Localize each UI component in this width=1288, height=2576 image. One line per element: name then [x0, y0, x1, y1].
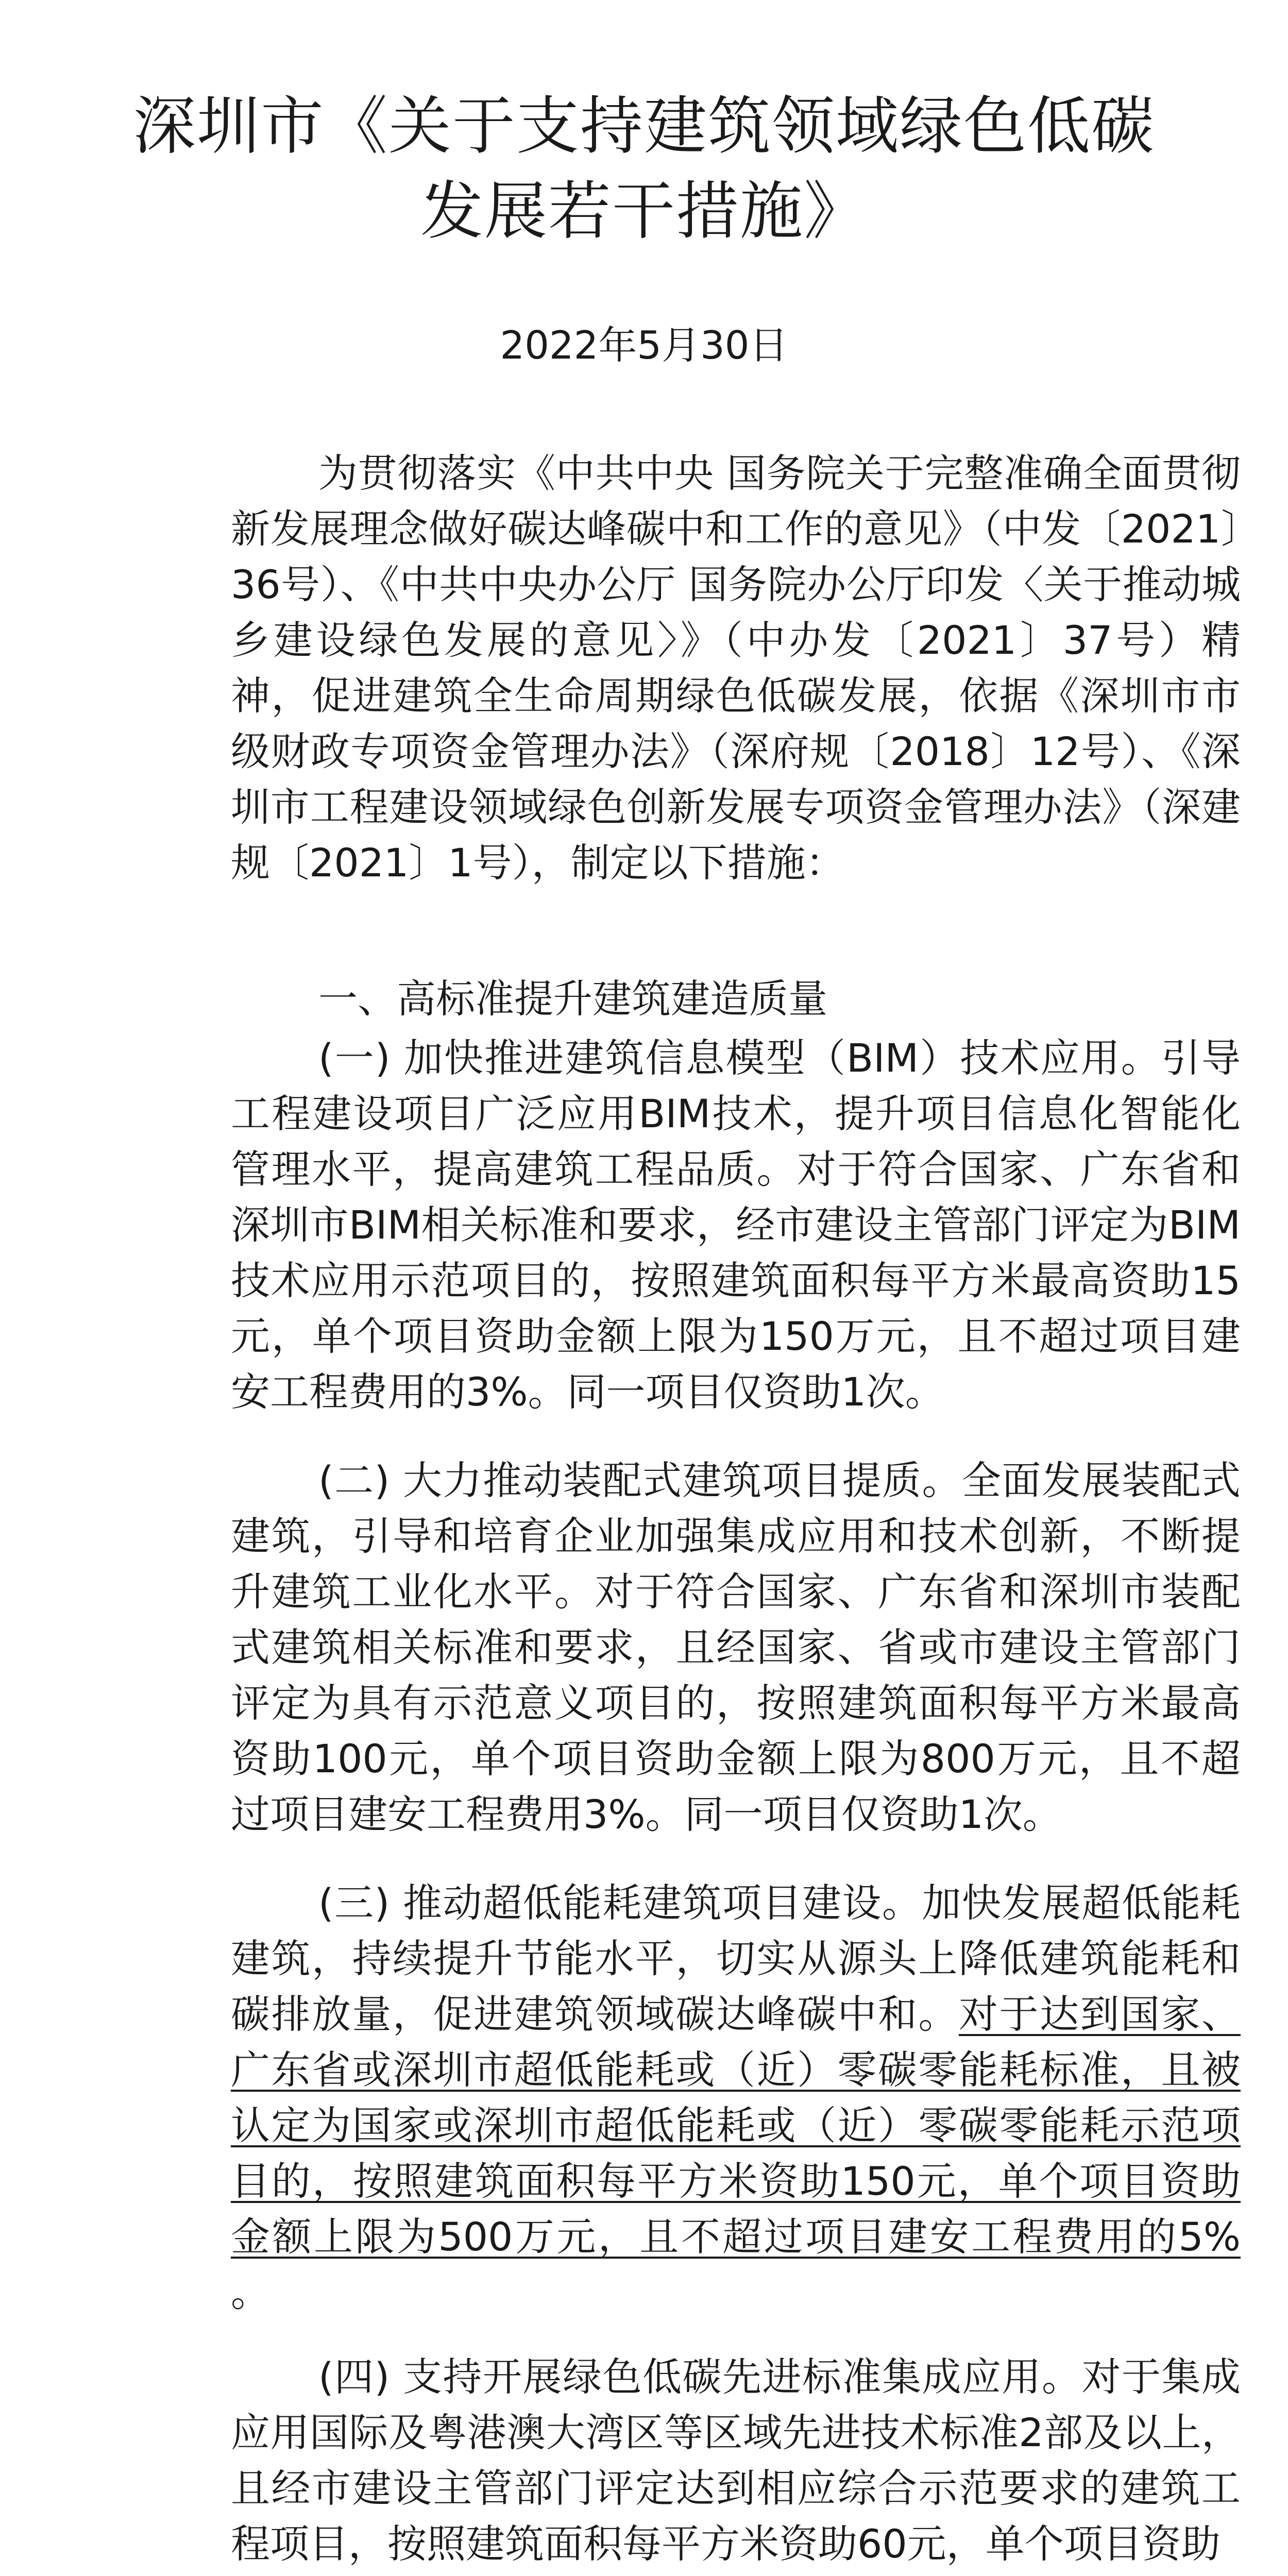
item1-block [231, 1030, 1241, 1420]
intro-paragraph-block [231, 446, 1241, 891]
item4-paragraph: (四) 支持开展绿色低碳先进标准集成应用。对于集成应用国际及粤港澳大湾区等区域先进技术标准2部及以上，且经市建设主管部门评定达到相应综合示范要求的建筑工程项目，按照建筑面积每平方米资助60元，单个项目资助 [231, 2354, 1241, 2567]
document-title-line2: 发展若干措施》 [420, 175, 868, 248]
item2-block [231, 1453, 1241, 1842]
document-date: 2022年5月30日 [500, 323, 788, 368]
item2-paragraph: (二) 大力推动装配式建筑项目提质。全面发展装配式建筑，引导和培育企业加强集成应用和技术创新，不断提升建筑工业化水平。对于符合国家、广东省和深圳市装配式建筑相关标准和要求，且经国家、省或市建设主管部门评定为具有示范意义项目的，按照建筑面积每平方米最高资助100元，单个项目资助金额上限为800万元，且不超过项目建安工程费用3%。同一项目仅资助1次。 [231, 1458, 1241, 1837]
item3-end-text: 。 [231, 2269, 270, 2315]
item1-paragraph: (一) 加快推进建筑信息模型（BIM）技术应用。引导工程建设项目广泛应用BIM技术，提升项目信息化智能化管理水平，提高建筑工程品质。对于符合国家、广东省和深圳市BIM相关标准和要求，经市建设主管部门评定为BIM技术应用示范项目的，按照建筑面积每平方米最高资助15元，单个项目资助金额上限为150万元，且不超过项目建安工程费用的3%。同一项目仅资助1次。 [231, 1035, 1241, 1415]
item3-block [231, 1875, 1241, 2320]
section-heading: 一、高标准提升建筑建造质量 [318, 976, 827, 1022]
intro-paragraph: 为贯彻落实《中共中央 国务院关于完整准确全面贯彻新发展理念做好碳达峰碳中和工作的意见》（中发〔2021〕36号）、《中共中央办公厅 国务院办公厅印发〈关于推动城乡建设绿色发展的意见〉》（中办发〔2021〕37号）精神，促进建筑全生命周期绿色低碳发展，依据《深圳市市级财政专项资金管理办法》（深府规〔2018〕12号）、《深圳市工程建设领域绿色创新发展专项资金管理办法》（深建规〔2021〕1号），制定以下措施： [231, 450, 1241, 886]
section1-heading-block [231, 971, 1241, 1027]
item4-block [231, 2349, 1241, 2572]
document-title-line1: 深圳市《关于支持建筑领域绿色低碳 [133, 90, 1155, 163]
item3-underlined-text: 对于达到国家、广东省或深圳市超低能耗或（近）零碳零能耗标准，且被认定为国家或深圳市超低能耗或（近）零碳零能耗示范项目的，按照建筑面积每平方米资助150元，单个项目资助金额上限为500万元，且不超过项目建安工程费用的5% [231, 1991, 1241, 2260]
item3-paragraph [231, 1875, 1241, 2320]
item3-plain-text: (三) 推动超低能耗建筑项目建设。加快发展超低能耗建筑，持续提升节能水平，切实从源头上降低建筑能耗和碳排放量，促进建筑领域碳达峰碳中和。 [231, 1880, 1241, 2037]
